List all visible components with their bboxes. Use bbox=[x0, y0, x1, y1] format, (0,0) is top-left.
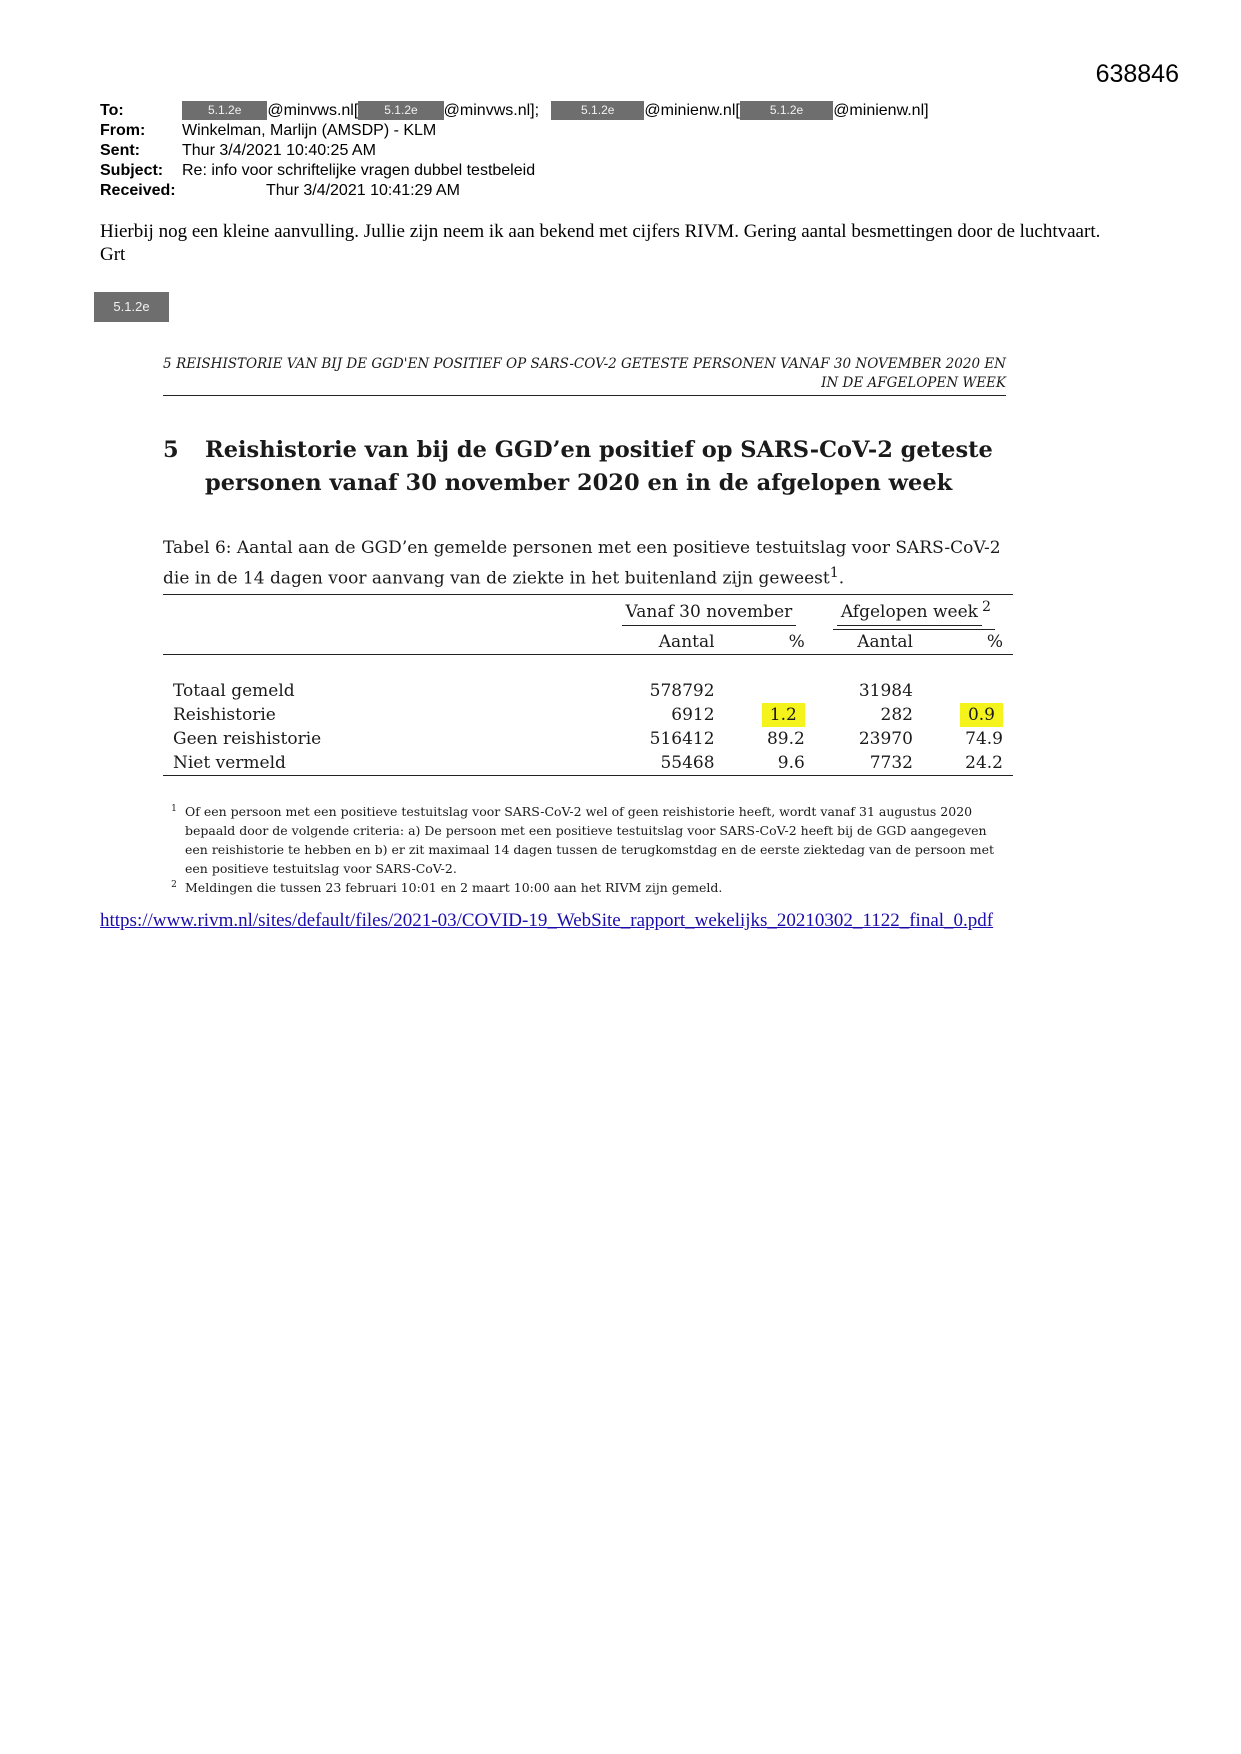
to-part: @minvws.nl[ bbox=[267, 101, 359, 119]
table-row bbox=[163, 751, 1013, 776]
report-excerpt bbox=[163, 355, 1006, 897]
received-value: Thur 3/4/2021 10:41:29 AM bbox=[266, 181, 460, 199]
cell-pct: 9.6 bbox=[777, 753, 805, 774]
table-row bbox=[163, 703, 1013, 727]
highlight-marker: 0.9 bbox=[960, 703, 1003, 727]
cell-aantal: 7732 bbox=[869, 753, 913, 774]
cell-pct: 89.2 bbox=[766, 729, 805, 750]
email-header bbox=[100, 100, 929, 200]
section-heading bbox=[163, 434, 1006, 500]
running-head-text: REISHISTORIE VAN BIJ DE GGD'EN POSITIEF OP SARS-COV-2 GETESTE PERSONEN VANAF 30 NOVEMBER 2020 EN IN DE AFGELOPEN WEEK bbox=[176, 356, 1006, 391]
row-label: Totaal gemeld bbox=[173, 681, 295, 702]
sent-value: Thur 3/4/2021 10:40:25 AM bbox=[182, 141, 376, 159]
col-header-pct: % bbox=[788, 632, 805, 653]
table-row bbox=[163, 727, 1013, 751]
body-closing: Grt bbox=[100, 244, 126, 265]
to-part: @minienw.nl] bbox=[833, 101, 929, 119]
to-row bbox=[100, 100, 929, 120]
table-caption-text: Tabel 6: Aantal aan de GGD’en gemelde personen met een positieve testuitslag voor SARS-CoV-2 die in de 14 dagen voor aanvang van de ziekte in het buitenland zijn geweest bbox=[163, 538, 1001, 589]
table-caption bbox=[163, 536, 1013, 592]
table-caption-footnote-mark: 1 bbox=[829, 565, 839, 581]
from-value: Winkelman, Marlijn (AMSDP) - KLM bbox=[182, 121, 437, 139]
table-sub-header bbox=[163, 630, 1013, 655]
cell-aantal: 578792 bbox=[649, 681, 715, 702]
cell-pct-highlighted bbox=[923, 703, 1013, 727]
received-label: Received: bbox=[100, 181, 176, 199]
footnotes bbox=[163, 802, 1013, 897]
footnote-text: Meldingen die tussen 23 februari 10:01 en 2 maart 10:00 aan het RIVM zijn gemeld. bbox=[185, 880, 723, 896]
footnote bbox=[163, 802, 1013, 878]
sent-row bbox=[100, 140, 929, 160]
table-caption-end: . bbox=[838, 568, 845, 589]
highlight-marker: 1.2 bbox=[762, 703, 805, 727]
footnote-text: Of een persoon met een positieve testuitslag voor SARS-CoV-2 wel of geen reishistorie heeft, wordt vanaf 31 augustus 2020 bepaald door de volgende criteria: a) De persoon met een positieve testuitslag voor SARS-CoV-2 heeft bij de GGD aangegeven een reishistorie te hebben en b) er zit maximaal 14 dagen tussen de terugkomstdag en de eerste ziektedag van de persoon met een positieve testuitslag voor SARS-CoV-2. bbox=[185, 804, 995, 877]
cell-aantal: 23970 bbox=[858, 729, 913, 750]
table-row bbox=[163, 679, 1013, 703]
cell-pct: 74.9 bbox=[965, 729, 1003, 750]
redaction-box: 5.1.2e bbox=[182, 101, 267, 120]
cell-aantal: 6912 bbox=[671, 705, 715, 726]
subject-label: Subject: bbox=[100, 161, 164, 179]
cell-aantal: 31984 bbox=[858, 681, 913, 702]
row-label: Geen reishistorie bbox=[173, 729, 322, 750]
cell-aantal: 55468 bbox=[660, 753, 715, 774]
travel-history-table bbox=[163, 594, 1013, 801]
redaction-box: 5.1.2e bbox=[740, 101, 833, 120]
subject-row bbox=[100, 160, 929, 180]
running-head bbox=[163, 355, 1006, 396]
to-label: To: bbox=[100, 101, 124, 119]
cell-aantal: 516412 bbox=[649, 729, 715, 750]
cell-pct bbox=[725, 679, 815, 703]
col-header-pct: % bbox=[986, 632, 1003, 653]
body-paragraph: Hierbij nog een kleine aanvulling. Jullie zijn neem ik aan bekend met cijfers RIVM. Gering aantal besmettingen door de luchtvaart. bbox=[100, 221, 1101, 242]
sent-label: Sent: bbox=[100, 141, 140, 159]
to-part: @minienw.nl[ bbox=[644, 101, 740, 119]
from-row bbox=[100, 120, 929, 140]
footnote-mark: 1 bbox=[171, 804, 177, 815]
table-group-header bbox=[163, 599, 1013, 631]
group-header-last-week: Afgelopen week $^2$ bbox=[815, 599, 1013, 631]
cell-pct-highlighted bbox=[725, 703, 815, 727]
document-id: 638846 bbox=[1095, 60, 1179, 88]
row-label: Niet vermeld bbox=[173, 753, 286, 774]
cell-pct bbox=[923, 679, 1013, 703]
footnote bbox=[163, 878, 1013, 897]
to-value bbox=[182, 101, 929, 120]
redaction-box: 5.1.2e bbox=[551, 101, 644, 120]
email-body bbox=[100, 220, 1120, 266]
subject-value: Re: info voor schriftelijke vragen dubbel testbeleid bbox=[182, 161, 536, 179]
running-head-number: 5 bbox=[163, 356, 172, 372]
received-row bbox=[100, 180, 929, 200]
row-label: Reishistorie bbox=[173, 705, 276, 726]
group-header-since-nov30: Vanaf 30 november bbox=[603, 599, 815, 631]
to-part: @minvws.nl]; bbox=[443, 101, 540, 119]
redaction-box: 5.1.2e bbox=[358, 101, 443, 120]
col-header-aantal: Aantal bbox=[658, 632, 715, 653]
from-label: From: bbox=[100, 121, 146, 139]
signature-redaction-box: 5.1.2e bbox=[94, 292, 169, 322]
footnote-mark: 2 bbox=[171, 880, 177, 891]
cell-aantal: 282 bbox=[880, 705, 913, 726]
section-title: Reishistorie van bij de GGD’en positief op SARS-CoV-2 geteste personen vanaf 30 november 2020 en in de afgelopen week bbox=[205, 437, 993, 496]
cell-pct: 24.2 bbox=[965, 753, 1003, 774]
rivm-report-link[interactable]: https://www.rivm.nl/sites/default/files/2021-03/COVID-19_WebSite_rapport_wekelijks_20210302_1122_final_0.pdf bbox=[100, 910, 994, 931]
col-header-aantal: Aantal bbox=[857, 632, 913, 653]
section-number: 5 bbox=[163, 437, 179, 463]
